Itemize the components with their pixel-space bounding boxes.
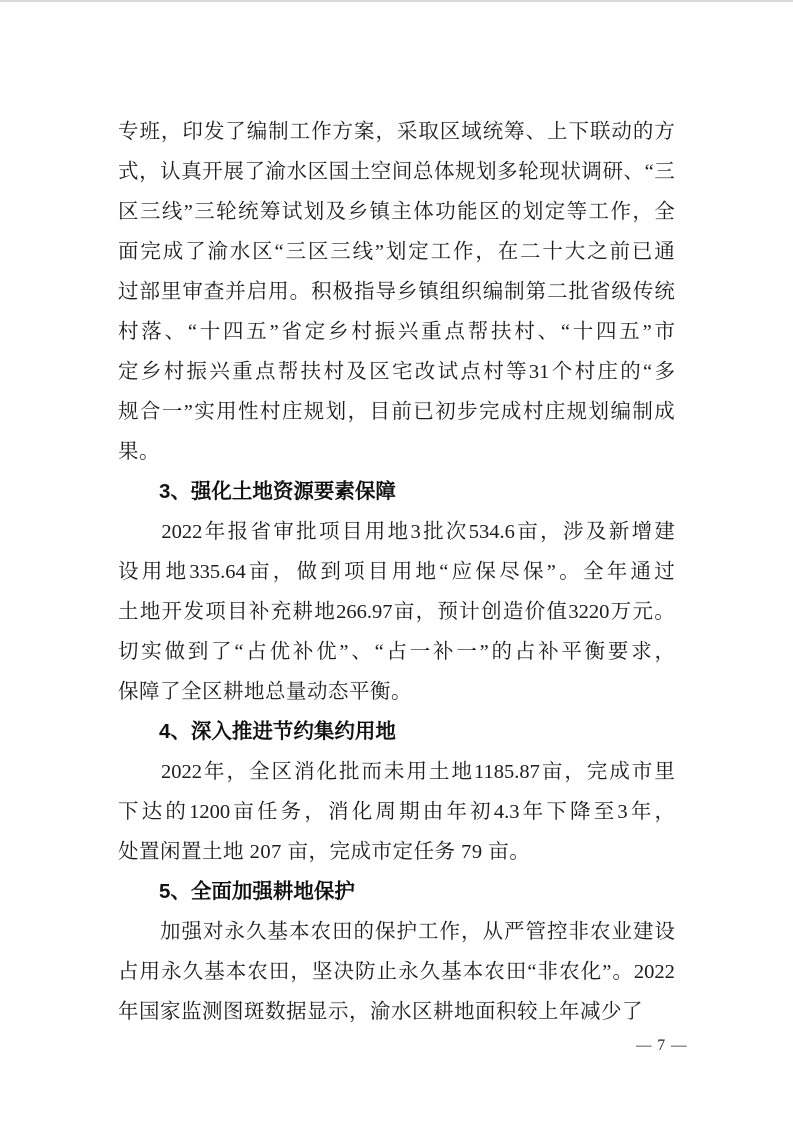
text-line: 式 ， 认 真 开 展 了 渝 水 区 国 土 空 间 总 体 规 划 多 轮 现 状 调 研 、 “ 三 — [118, 161, 675, 183]
text-line: 2022 年 报 省 审 批 项 目 用 地 3 批 次 534.6 亩 ， 涉 及 新 增 建 — [161, 521, 675, 543]
text-line: 设 用 地 335.64 亩 ， 做 到 项 目 用 地 “ 应 保 尽 保 ” 。 全 年 通 过 — [118, 561, 675, 583]
text-line: 处置闲置土地 207 亩，完成市定任务 79 亩。 — [118, 841, 531, 863]
text-line: 过 部 里 审 查 并 启 用 。 积 极 指 导 乡 镇 组 织 编 制 第 二 批 省 级 传 统 — [118, 281, 675, 303]
section-heading: 5、全面加强耕地保护 — [159, 880, 355, 903]
text-line: 专 班 ， 印 发 了 编 制 工 作 方 案 ， 采 取 区 域 统 筹 、 上 下 联 动 的 方 — [118, 121, 675, 143]
text-line: 定 乡 村 振 兴 重 点 帮 扶 村 及 区 宅 改 试 点 村 等 31 个 村 庄 的 “ 多 — [118, 361, 675, 383]
text-block — [118, 112, 675, 1032]
text-line: 保障了全区耕地总量动态平衡。 — [118, 681, 412, 703]
text-line: 规 合 一 ” 实 用 性 村 庄 规 划 ， 目 前 已 初 步 完 成 村 庄 规 划 编 制 成 — [118, 401, 675, 423]
page-number: — 7 — — [636, 1037, 688, 1054]
text-line: 区 三 线 ” 三 轮 统 筹 试 划 及 乡 镇 主 体 功 能 区 的 划 定 等 工 作 ， 全 — [118, 201, 675, 223]
text-line: 土 地 开 发 项 目 补 充 耕 地 266.97 亩 ， 预 计 创 造 价 值 3220 万 元 。 — [118, 601, 675, 623]
text-line: 下 达 的 1200 亩 任 务 ， 消 化 周 期 由 年 初 4.3 年 下 降 至 3 年 ， — [118, 801, 675, 823]
text-line: 占 用 永 久 基 本 农 田 ， 坚 决 防 止 永 久 基 本 农 田 “ 非 农 化 ” 。 2022 — [118, 961, 675, 983]
scan-edge-artifact — [0, 0, 793, 2]
section-heading: 3、强化土地资源要素保障 — [159, 480, 396, 503]
text-line: 2022 年 ， 全 区 消 化 批 而 未 用 土 地 1185.87 亩 ， 完 成 市 里 — [161, 761, 675, 783]
text-line: 果。 — [118, 441, 160, 463]
text-line: 加 强 对 永 久 基 本 农 田 的 保 护 工 作 ， 从 严 管 控 非 农 业 建 设 — [160, 921, 675, 943]
section-heading: 4、深入推进节约集约用地 — [159, 720, 396, 743]
text-line: 年国家监测图斑数据显示，渝水区耕地面积较上年减少了 — [118, 1001, 643, 1023]
text-line: 面 完 成 了 渝 水 区 “ 三 区 三 线 ” 划 定 工 作 ， 在 二 十 大 之 前 已 通 — [118, 241, 675, 263]
text-line: 村 落 、 “ 十 四 五 ” 省 定 乡 村 振 兴 重 点 帮 扶 村 、 “ 十 四 五 ” 市 — [118, 321, 675, 343]
text-line: 切 实 做 到 了 “ 占 优 补 优 ” 、 “ 占 一 补 一 ” 的 占 补 平 衡 要 求 ， — [118, 641, 675, 663]
